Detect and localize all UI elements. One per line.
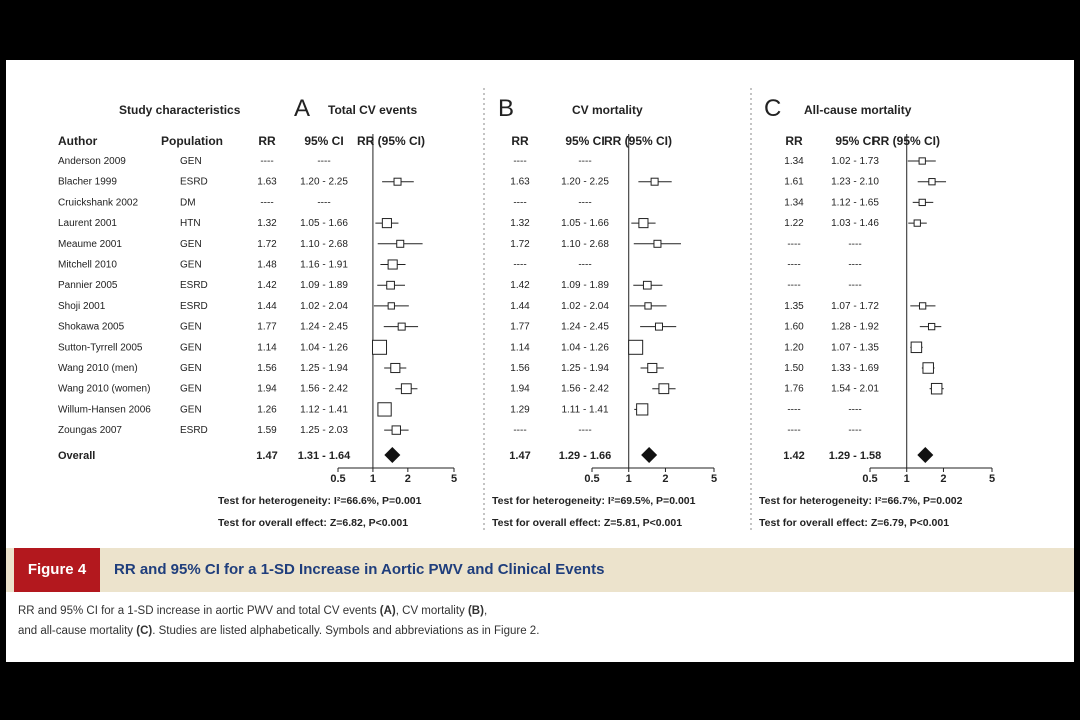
ci-value: 1.24 - 2.45: [561, 321, 609, 333]
ci-value: 1.07 - 1.72: [831, 300, 879, 312]
axis-tick-label: 1: [369, 473, 376, 485]
effect-marker: [397, 240, 404, 247]
rr-value: 1.61: [784, 176, 804, 188]
axis-tick-label: 0.5: [584, 473, 600, 485]
rr-value: 1.94: [510, 383, 530, 395]
panel-title: All-cause mortality: [804, 103, 912, 117]
ci-value: 1.25 - 2.03: [300, 425, 348, 437]
author-label: Laurent 2001: [58, 218, 117, 230]
axis-tick-label: 2: [940, 473, 947, 485]
effect-marker: [645, 303, 651, 309]
ci-value: 1.25 - 1.94: [300, 363, 348, 374]
author-label: Blacher 1999: [58, 176, 117, 188]
population-label: GEN: [180, 238, 202, 250]
rr-value: ----: [787, 238, 801, 250]
ci-value: ----: [578, 425, 592, 437]
rr-value: 1.50: [784, 363, 804, 374]
effect-marker: [911, 342, 922, 353]
rr-value: 1.77: [257, 321, 277, 333]
rr-value: 1.94: [257, 383, 277, 395]
ci-value: ----: [578, 156, 592, 167]
caption-ref-c: (C): [136, 625, 153, 637]
effect-marker: [398, 323, 405, 330]
effect-marker: [919, 158, 925, 164]
effect-marker: [392, 426, 400, 434]
heterogeneity-test: Test for heterogeneity: I²=69.5%, P=0.001: [492, 495, 696, 507]
ci-value: 1.54 - 2.01: [831, 383, 879, 395]
overall-ci: 1.31 - 1.64: [297, 450, 351, 462]
panel-letter: B: [498, 95, 515, 122]
axis-tick-label: 1: [903, 473, 910, 485]
effect-marker: [388, 260, 397, 269]
axis-tick-label: 1: [625, 473, 632, 485]
population-label: ESRD: [180, 300, 208, 312]
ci-value: 1.02 - 2.04: [300, 300, 348, 312]
rr-value: 1.77: [510, 321, 530, 333]
rr-value: ----: [513, 156, 527, 167]
ci-value: 1.04 - 1.26: [300, 342, 348, 354]
author-label: Mitchell 2010: [58, 259, 117, 271]
population-label: DM: [180, 197, 196, 209]
ci-value: 1.04 - 1.26: [561, 342, 609, 354]
effect-marker: [923, 363, 934, 374]
author-label: Pannier 2005: [58, 280, 118, 292]
rr-value: 1.56: [510, 363, 530, 374]
effect-marker: [659, 384, 669, 394]
effect-marker: [914, 220, 920, 226]
ci-value: 1.23 - 2.10: [831, 176, 879, 188]
figure-caption: [18, 601, 1058, 641]
rr-column-header: RR: [785, 134, 803, 148]
effect-marker: [391, 363, 400, 372]
rr-column-header: RR: [511, 134, 529, 148]
ci-value: 1.09 - 1.89: [300, 280, 348, 292]
effect-marker: [919, 303, 925, 309]
population-label: ESRD: [180, 176, 208, 188]
overall-rr: 1.42: [783, 450, 805, 462]
effect-marker: [643, 281, 651, 289]
forest-plot: [6, 60, 1074, 545]
rr-value: 1.32: [510, 218, 530, 230]
population-label: ESRD: [180, 425, 208, 437]
axis-tick-label: 5: [710, 473, 718, 485]
overall-rr: 1.47: [256, 450, 278, 462]
effect-marker: [387, 281, 395, 289]
caption-text: ,: [483, 605, 488, 617]
panel-title: CV mortality: [572, 103, 643, 117]
ci-value: 1.11 - 1.41: [561, 404, 609, 416]
author-label: Shokawa 2005: [58, 321, 125, 333]
effect-marker: [388, 303, 394, 309]
ci-value: ----: [578, 259, 592, 271]
ci-column-header: 95% CI: [304, 134, 344, 148]
overall-label: Overall: [58, 450, 96, 462]
ci-value: 1.16 - 1.91: [300, 259, 348, 271]
author-label: Cruickshank 2002: [58, 197, 139, 209]
rrci-column-header: RR (95% CI): [871, 134, 941, 148]
axis-tick-label: 2: [662, 473, 669, 485]
rr-value: 1.63: [510, 176, 530, 188]
overall-rr: 1.47: [509, 450, 531, 462]
rr-value: 1.60: [784, 321, 804, 333]
rr-value: ----: [787, 259, 801, 271]
ci-value: 1.20 - 2.25: [300, 176, 348, 188]
figure-banner: [6, 548, 1074, 592]
overall-ci: 1.29 - 1.66: [558, 450, 612, 462]
panel-title: Total CV events: [328, 103, 418, 117]
ci-value: 1.25 - 1.94: [561, 363, 609, 374]
ci-column-header: 95% CI: [835, 134, 875, 148]
axis-tick-label: 0.5: [862, 473, 878, 485]
rr-value: 1.14: [510, 342, 530, 354]
population-label: GEN: [180, 259, 202, 271]
author-label: Meaume 2001: [58, 238, 122, 250]
effect-marker: [919, 199, 925, 205]
population-label: HTN: [180, 218, 201, 230]
heterogeneity-test: Test for heterogeneity: I²=66.7%, P=0.002: [759, 495, 963, 507]
rr-value: 1.76: [784, 383, 804, 395]
ci-value: 1.02 - 2.04: [561, 300, 609, 312]
ci-value: ----: [848, 259, 862, 271]
effect-marker: [639, 219, 648, 228]
ci-value: 1.20 - 2.25: [561, 176, 609, 188]
rr-value: ----: [260, 156, 274, 167]
ci-value: 1.12 - 1.65: [831, 197, 879, 209]
effect-marker: [394, 178, 401, 185]
effect-marker: [928, 323, 934, 329]
panel-letter: A: [294, 95, 311, 122]
ci-value: 1.28 - 1.92: [831, 321, 879, 333]
overall-diamond: [384, 447, 400, 463]
effect-marker: [931, 383, 942, 394]
author-label: Wang 2010 (women): [58, 383, 151, 395]
effect-marker: [651, 178, 658, 185]
author-label: Willum-Hansen 2006: [58, 404, 151, 416]
rr-value: ----: [260, 197, 274, 209]
ci-value: 1.56 - 2.42: [300, 383, 348, 395]
effect-marker: [629, 340, 643, 354]
rr-value: 1.56: [257, 363, 277, 374]
effect-marker: [654, 240, 661, 247]
panel-letter: C: [764, 95, 782, 122]
author-label: Anderson 2009: [58, 156, 126, 167]
population-column-header: Population: [161, 134, 223, 148]
rr-value: 1.20: [784, 342, 804, 354]
population-label: ESRD: [180, 280, 208, 292]
rr-value: 1.29: [510, 404, 530, 416]
rr-value: 1.42: [257, 280, 277, 292]
ci-value: 1.05 - 1.66: [561, 218, 609, 230]
population-label: GEN: [180, 342, 202, 354]
author-label: Sutton-Tyrrell 2005: [58, 342, 143, 354]
study-characteristics-heading: Study characteristics: [119, 103, 241, 117]
rrci-column-header: RR (95% CI): [356, 134, 426, 148]
axis-tick-label: 5: [988, 473, 996, 485]
rrci-column-header: RR (95% CI): [603, 134, 673, 148]
rr-value: 1.34: [784, 156, 804, 167]
effect-marker: [655, 323, 662, 330]
figure-label: Figure 4: [14, 548, 100, 592]
rr-value: 1.48: [257, 259, 277, 271]
heterogeneity-test: Test for heterogeneity: I²=66.6%, P=0.001: [218, 495, 422, 507]
author-column-header: Author: [58, 134, 98, 148]
effect-marker: [378, 403, 391, 416]
ci-value: ----: [848, 404, 862, 416]
rr-value: ----: [787, 404, 801, 416]
figure-title: RR and 95% CI for a 1-SD Increase in Aortic PWV and Clinical Events: [114, 561, 605, 578]
overall-diamond: [917, 447, 933, 463]
ci-value: 1.56 - 2.42: [561, 383, 609, 395]
rr-value: ----: [513, 259, 527, 271]
rr-value: 1.42: [510, 280, 530, 292]
ci-value: ----: [317, 156, 331, 167]
axis-tick-label: 5: [450, 473, 458, 485]
ci-value: 1.07 - 1.35: [831, 342, 879, 354]
ci-value: ----: [848, 280, 862, 292]
rr-value: 1.72: [510, 238, 530, 250]
ci-value: 1.24 - 2.45: [300, 321, 348, 333]
rr-value: 1.22: [784, 218, 804, 230]
ci-value: 1.09 - 1.89: [561, 280, 609, 292]
ci-value: ----: [317, 197, 331, 209]
population-label: GEN: [180, 404, 202, 416]
caption-text: and all-cause mortality: [18, 625, 137, 637]
author-label: Zoungas 2007: [58, 425, 122, 437]
rr-value: 1.35: [784, 300, 804, 312]
rr-value: 1.34: [784, 197, 804, 209]
effect-marker: [382, 219, 391, 228]
axis-tick-label: 0.5: [330, 473, 346, 485]
population-label: GEN: [180, 383, 202, 395]
rr-value: ----: [787, 280, 801, 292]
rr-value: 1.63: [257, 176, 277, 188]
author-label: Wang 2010 (men): [58, 363, 138, 374]
overall-effect-test: Test for overall effect: Z=5.81, P<0.001: [492, 517, 683, 529]
ci-value: ----: [848, 425, 862, 437]
caption-text: . Studies are listed alphabetically. Symbols and abbreviations as in Figure 2.: [152, 625, 540, 637]
overall-effect-test: Test for overall effect: Z=6.82, P<0.001: [218, 517, 409, 529]
effect-marker: [373, 340, 387, 354]
ci-value: 1.05 - 1.66: [300, 218, 348, 230]
axis-tick-label: 2: [404, 473, 411, 485]
ci-value: 1.33 - 1.69: [831, 363, 879, 374]
rr-value: 1.59: [257, 425, 277, 437]
ci-value: 1.03 - 1.46: [831, 218, 879, 230]
rr-value: ----: [513, 425, 527, 437]
overall-diamond: [641, 447, 657, 463]
ci-value: 1.10 - 2.68: [300, 238, 348, 250]
population-label: GEN: [180, 321, 202, 333]
overall-effect-test: Test for overall effect: Z=6.79, P<0.001: [759, 517, 950, 529]
overall-ci: 1.29 - 1.58: [828, 450, 882, 462]
caption-text: RR and 95% CI for a 1-SD increase in aortic PWV and total CV events: [18, 605, 380, 617]
rr-value: 1.44: [510, 300, 530, 312]
ci-value: 1.10 - 2.68: [561, 238, 609, 250]
rr-value: ----: [513, 197, 527, 209]
rr-column-header: RR: [258, 134, 276, 148]
rr-value: 1.44: [257, 300, 277, 312]
author-label: Shoji 2001: [58, 300, 106, 312]
rr-value: 1.72: [257, 238, 277, 250]
rr-value: ----: [787, 425, 801, 437]
ci-value: 1.02 - 1.73: [831, 156, 879, 167]
ci-column-header: 95% CI: [565, 134, 605, 148]
figure-panel: [6, 60, 1074, 662]
rr-value: 1.26: [257, 404, 277, 416]
caption-text: , CV mortality: [395, 605, 468, 617]
effect-marker: [929, 179, 935, 185]
ci-value: ----: [848, 238, 862, 250]
rr-value: 1.14: [257, 342, 277, 354]
population-label: GEN: [180, 363, 202, 374]
effect-marker: [401, 384, 411, 394]
caption-ref-a: (A): [379, 605, 396, 617]
ci-value: ----: [578, 197, 592, 209]
effect-marker: [648, 363, 657, 372]
rr-value: 1.32: [257, 218, 277, 230]
effect-marker: [637, 404, 648, 415]
ci-value: 1.12 - 1.41: [300, 404, 348, 416]
caption-ref-b: (B): [467, 605, 484, 617]
population-label: GEN: [180, 156, 202, 167]
